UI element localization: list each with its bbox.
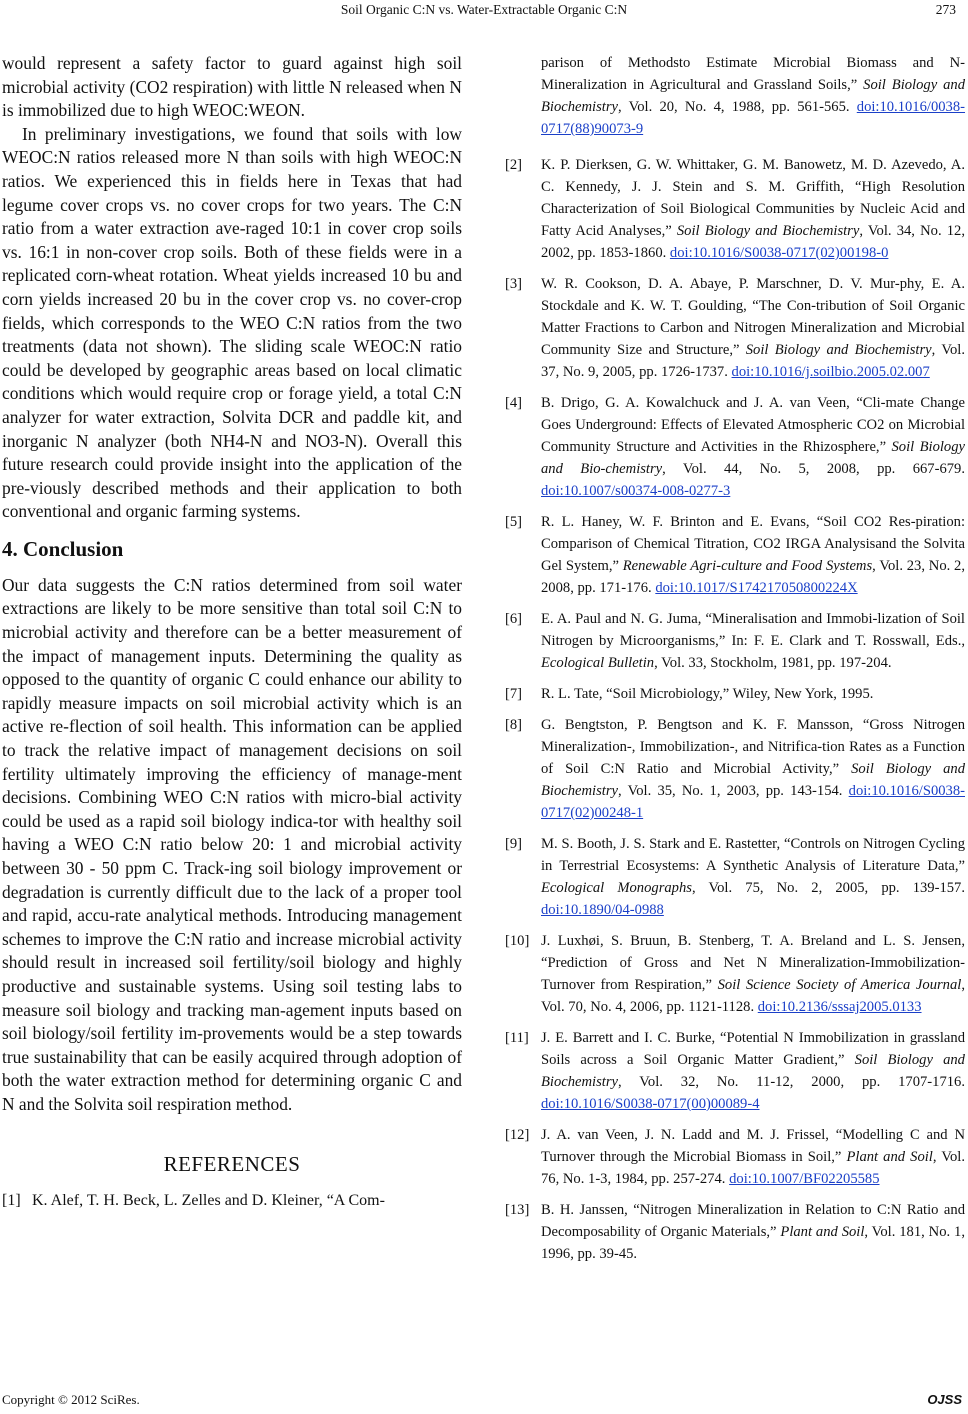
copyright-text: Copyright © 2012 SciRes. [2, 1392, 140, 1407]
reference-list [505, 154, 965, 1265]
paragraph: would represent a safety factor to guard against high soil microbial activity (CO2 respiration) with little N released when N is immobilized due to high WEOC:WEON. [2, 53, 462, 121]
paragraph: In preliminary investigations, we found that soils with low WEOC:N ratios released more N than soils with high WEOC:N ratios. We experienced this in fields here in Texas that had legume cover crops vs. no cover crops for two years. The C:N ratio from a water extraction ave-raged 10:1 in cover crop soils vs. 16:1 in non-cover crop soils. Both of these fields were in a replicated corn-wheat rotation. Wheat yields increased 10 bu and corn yields increased 20 bu in the cover crop vs. no cover-crop fields, which corresponds to the WEO C:N ratios from the two treatments (data not shown). The sliding scale WEOC:N ratio could be developed by geographic areas based on local climatic conditions which would require crop or forage yield, a total C:N analyzer for water extraction, Solvita DCR and paddle kit, and inorganic N analyzer (both NH4-N and NO3-N). Overall this future research could provide insight into the application of the pre-viously described methods and their application to both conventional and organic farming systems. [2, 123, 462, 522]
reference-tail: , Vol. 37, No. 9, 2005, pp. 1726-1737. [541, 342, 965, 380]
reference-tail: , Vol. 70, No. 4, 2006, pp. 1121-1128. [541, 977, 965, 1015]
right-column [505, 52, 965, 1274]
reference-journal: Renewable Agri-culture and Food Systems [622, 558, 873, 574]
reference-tail: , Vol. 76, No. 1-3, 1984, pp. 257-274. [541, 1149, 965, 1187]
reference-number: [1] [2, 1192, 21, 1210]
reference-journal: Soil Biology and Biochemistry [541, 1052, 965, 1090]
reference-tail: , Vol. 32, No. 11-12, 2000, pp. 1707-1716. [618, 1074, 965, 1090]
reference-number: [9] [505, 836, 523, 852]
reference-number: [4] [505, 395, 523, 411]
doi-link[interactable]: doi:10.1016/S0038-0717(00)00089-4 [541, 1096, 760, 1112]
reference-journal: Plant and Soil [780, 1224, 865, 1240]
reference-item [505, 1124, 965, 1190]
reference-text: J. Luxhøi, S. Bruun, B. Stenberg, T. A. Breland and L. S. Jensen, “Prediction of Gross and Net N Mineralization-Immobilization-Turnover from Respiration,” [541, 933, 965, 993]
doi-link[interactable]: doi:10.1016/S0038-0717(02)00198-0 [669, 245, 889, 261]
reference-tail: , Vol. 35, No. 1, 2003, pp. 143-154. [618, 783, 849, 799]
reference-tail: , Vol. 33, Stockholm, 1981, pp. 197-204. [654, 655, 892, 671]
reference-tail: , Vol. 20, No. 4, 1988, pp. 561-565. [618, 99, 850, 115]
reference-tail: , Vol. 44, No. 5, 2008, pp. 667-679. [662, 461, 965, 477]
reference-item [505, 392, 965, 502]
doi-link[interactable]: doi:10.2136/sssaj2005.0133 [757, 999, 922, 1015]
doi-link[interactable]: doi:10.1016/j.soilbio.2005.02.007 [731, 364, 930, 380]
reference-tail: , Vol. 34, No. 12, 2002, pp. 1853-1860. [541, 223, 965, 261]
reference-item [505, 1027, 965, 1115]
references-heading: REFERENCES [163, 1151, 301, 1176]
left-column [2, 52, 462, 1211]
doi-link[interactable]: doi:10.1007/s00374-008-0277-3 [541, 483, 731, 499]
reference-item [505, 154, 965, 264]
reference-text: E. A. Paul and N. G. Juma, “Mineralisation and Immobi-lization of Soil Nitrogen by Microorganisms,” In: F. E. Clark and T. Rosswall, Eds., [541, 611, 965, 649]
reference-tail: , Vol. 23, No. 2, 2008, pp. 171-176. [541, 558, 966, 596]
reference-number: [12] [505, 1127, 530, 1143]
reference-item [505, 511, 965, 599]
reference-number: [6] [505, 611, 523, 627]
doi-link[interactable]: doi:10.1016/S0038-0717(02)00248-1 [541, 783, 965, 821]
reference-text: R. L. Tate, “Soil Microbiology,” Wiley, New York, 1995. [541, 686, 874, 702]
reference-item [505, 714, 965, 824]
reference-journal: Ecological Monographs [541, 880, 692, 896]
reference-journal: Soil Biology and Biochemistry [745, 342, 932, 358]
reference-item [505, 833, 965, 921]
reference-text: K. P. Dierksen, G. W. Whittaker, G. M. Banowetz, M. D. Azevedo, A. C. Kennedy, J. J. Stein and S. M. Griffith, “High Resolution Characterization of Soil Biological Communities by Nucleic Acid and Fatty Acid Analyses,” [541, 157, 965, 239]
reference-number: [13] [505, 1202, 530, 1218]
reference-journal: Soil Biology and Biochemistry [541, 761, 965, 799]
reference-tail: , Vol. 181, No. 1, 1996, pp. 39-45. [541, 1224, 965, 1262]
reference-text: parison of Methodsto Estimate Microbial Biomass and N-Mineralization in Agricultural and Grassland Soils,” [541, 55, 965, 93]
reference-text: J. A. van Veen, J. N. Ladd and M. J. Frissel, “Modelling C and N Turnover through the Microbial Biomass in Soil,” [541, 1127, 965, 1165]
section-heading: 4. Conclusion [2, 536, 124, 561]
doi-link[interactable]: doi:10.1017/S174217050800224X [655, 580, 858, 596]
reference-number: [5] [505, 514, 523, 530]
running-title: Soil Organic C:N vs. Water-Extractable Organic C:N [340, 2, 628, 17]
reference-continuation [505, 52, 965, 140]
reference-number: [7] [505, 686, 523, 702]
reference-journal: Soil Science Society of America Journal [717, 977, 962, 993]
reference-text: B. Drigo, G. A. Kowalchuck and J. A. van Veen, “Cli-mate Change Goes Underground: Effects of Elevated Atmospheric CO2 on Microbial Community Structure and Activities in the Rhizosphere,” [541, 395, 965, 455]
reference-journal: Plant and Soil [846, 1149, 933, 1165]
running-header [0, 2, 968, 22]
reference-number: [8] [505, 717, 523, 733]
reference-number: [3] [505, 276, 523, 292]
reference-journal: Soil Biology and Biochemistry [541, 77, 965, 115]
reference-number: [2] [505, 157, 523, 173]
reference-tail: , Vol. 75, No. 2, 2005, pp. 139-157. [691, 880, 965, 896]
journal-abbrev: OJSS [927, 1392, 962, 1407]
reference-item [505, 608, 965, 674]
reference-number: [11] [505, 1030, 529, 1046]
reference-item [505, 930, 965, 1018]
reference-journal: Soil Biology and Bio-chemistry [541, 439, 966, 477]
reference-text: W. R. Cookson, D. A. Abaye, P. Marschner, D. V. Mur-phy, E. A. Stockdale and K. W. T. Goulding, “The Con-tribution of Soil Organic Matter Fractions to Carbon and Nitrogen Mineralization and Microbial Community Size and Structure,” [541, 276, 965, 358]
doi-link[interactable]: doi:10.1016/0038-0717(88)90073-9 [541, 99, 966, 137]
reference-text: B. H. Janssen, “Nitrogen Mineralization in Relation to C:N Ratio and Decomposability of Organic Materials,” [541, 1202, 965, 1240]
paragraph: Our data suggests the C:N ratios determined from soil water extractions are likely to be more sensitive than total soil C:N to microbial activity and therefore can be a better measurement of the impact of management inputs. Determining the quality as opposed to the quantity of organic C could enhance our ability to rapidly measure impacts on soil microbial activity which is an active re-flection of soil health. This information can be applied to track the relative impact of management decisions on soil fertility ultimately improving the efficiency of manage-ment decisions. Combining WEO C:N ratios with micro-bial activity could be used as a rapid soil biology indica-tor with healthy soil having a WEO C:N ratio below 20: 1 and microbial activity between 30 - 50 ppm C. Track-ing soil biology improvement or degradation is currently difficult due to the lack of a proper tool and rapid, accu-rate analytical methods. Introducing management schemes to improve the C:N ratio and increase microbial activity should result in increased soil fertility/soil biology and highly productive and sustainable systems. Using soil testing labs to measure soil biology and tracking man-agement inputs based on soil biology/soil fertility im-provements would be a step towards true sustainability that can be easily acquired through adoption of both the water extraction method for determining organic C and N and the Solvita soil respiration method. [2, 574, 462, 1114]
doi-link[interactable]: doi:10.1007/BF02205585 [729, 1171, 880, 1187]
page-number: 273 [935, 2, 956, 17]
reference-text: G. Bengtston, P. Bengtson and K. F. Mansson, “Gross Nitrogen Mineralization-, Immobilization-, and Nitrifica-tion Rates as a Function of Soil C:N Ratio and Microbial Activity,” [541, 717, 965, 777]
reference-item [2, 1190, 462, 1211]
reference-text: J. E. Barrett and I. C. Burke, “Potential N Immobilization in grassland Soils across a Soil Organic Matter Gradient,” [541, 1030, 965, 1068]
reference-item [505, 273, 965, 383]
reference-text: R. L. Haney, W. F. Brinton and E. Evans, “Soil CO2 Res-piration: Comparison of Chemical Titration, CO2 IRGA Analysisand the Solvita Gel System,” [541, 514, 965, 574]
reference-journal: Soil Biology and Biochemistry [676, 223, 860, 239]
doi-link[interactable]: doi:10.1890/04-0988 [541, 902, 664, 918]
reference-journal: Ecological Bulletin [541, 655, 655, 671]
reference-item [505, 683, 965, 705]
reference-number: [10] [505, 933, 530, 949]
reference-text: M. S. Booth, J. S. Stark and E. Rastetter, “Controls on Nitrogen Cycling in Terrestrial Ecosystems: A Synthetic Analysis of Literature Data,” [541, 836, 965, 874]
reference-item [505, 1199, 965, 1265]
reference-text: K. Alef, T. H. Beck, L. Zelles and D. Kleiner, “A Com- [32, 1192, 385, 1210]
